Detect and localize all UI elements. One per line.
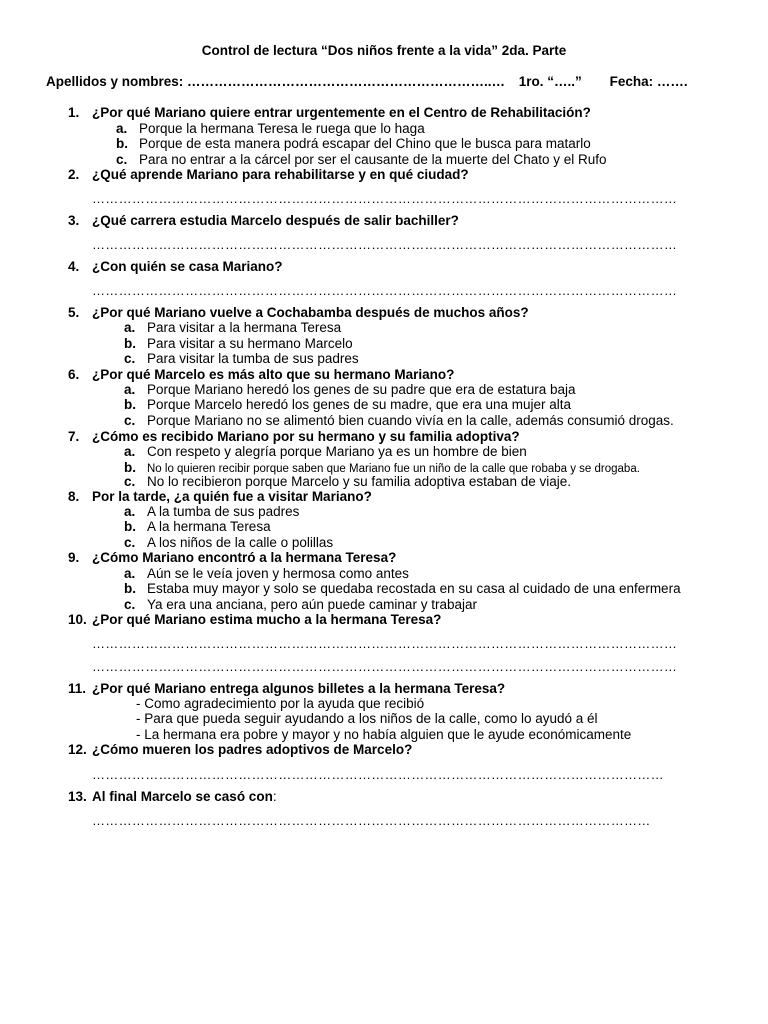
date-field[interactable]: Fecha: ……. [609,74,688,89]
question-8-option-b[interactable]: b. A la hermana Teresa [124,519,271,534]
question-5: 5. ¿Por qué Mariano vuelve a Cochabamba después de muchos años? [68,305,529,320]
question-1: 1. ¿Por qué Mariano quiere entrar urgentemente en el Centro de Rehabilitación? [68,105,591,120]
question-11-option-3[interactable]: - La hermana era pobre y mayor y no había alguien que le ayude económicamente [136,727,632,742]
question-10: 10. ¿Por qué Mariano estima mucho a la hermana Teresa? [68,612,442,627]
question-3: 3. ¿Qué carrera estudia Marcelo después de salir bachiller? [68,213,459,228]
answer-line-3[interactable]: …………………………………………………………………………………………………………………… [92,237,678,252]
question-11: 11. ¿Por qué Mariano entrega algunos billetes a la hermana Teresa? [68,681,506,696]
question-1-option-a[interactable]: a. Porque la hermana Teresa le ruega que lo haga [116,121,425,136]
question-4: 4. ¿Con quién se casa Mariano? [68,259,283,274]
question-13: 13. Al final Marcelo se casó con: [68,789,277,804]
question-5-option-a[interactable]: a. Para visitar a la hermana Teresa [124,320,342,335]
question-8: 8. Por la tarde, ¿a quién fue a visitar Mariano? [68,489,372,504]
question-5-option-b[interactable]: b. Para visitar a su hermano Marcelo [124,336,353,351]
question-6: 6. ¿Por qué Marcelo es más alto que su hermano Mariano? [68,367,455,382]
question-9-option-b[interactable]: b. Estaba muy mayor y solo se quedaba recostada en su casa al cuidado de una enfermera [124,581,681,596]
answer-line-13[interactable]: ……………………………………………………………………………………………………………… [92,813,651,828]
name-field[interactable]: Apellidos y nombres: …………………………………………………………..… [46,74,506,89]
question-1-option-c[interactable]: c. Para no entrar a la cárcel por ser el causante de la muerte del Chato y el Rufo [116,152,607,167]
course-field[interactable]: 1ro. “…..” [518,74,582,89]
question-8-option-a[interactable]: a. A la tumba de sus padres [124,504,300,519]
question-11-option-2[interactable]: - Para que pueda seguir ayudando a los niños de la calle, como lo ayudó a él [136,711,598,726]
question-6-option-b[interactable]: b. Porque Marcelo heredó los genes de su madre, que era una mujer alta [124,397,572,412]
answer-line-10a[interactable]: …………………………………………………………………………………………………………………… [92,636,678,651]
question-7: 7. ¿Cómo es recibido Mariano por su hermano y su familia adoptiva? [68,429,520,444]
answer-line-4[interactable]: …………………………………………………………………………………………………………………… [92,283,678,298]
question-7-option-b[interactable]: b. No lo quieren recibir porque saben que Mariano fue un niño de la calle que robaba y se drogaba. [124,460,640,475]
answer-line-12[interactable]: ………………………………………………………………………………………………………………… [92,767,664,782]
question-1-option-b[interactable]: b. Porque de esta manera podrá escapar del Chino que le busca para matarlo [116,136,591,151]
question-5-option-c[interactable]: c. Para visitar la tumba de sus padres [124,351,359,366]
answer-line-10b[interactable]: …………………………………………………………………………………………………………………… [92,659,678,674]
question-12: 12. ¿Cómo mueren los padres adoptivos de Marcelo? [68,742,413,757]
question-2: 2. ¿Qué aprende Mariano para rehabilitarse y en qué ciudad? [68,167,469,182]
question-9-option-a[interactable]: a. Aún se le veía joven y hermosa como antes [124,566,409,581]
question-6-option-c[interactable]: c. Porque Mariano no se alimentó bien cuando vivía en la calle, además consumió drogas. [124,413,674,428]
document-title: Control de lectura “Dos niños frente a la vida” 2da. Parte [201,43,567,58]
question-8-option-c[interactable]: c. A los niños de la calle o polillas [124,535,334,550]
question-9: 9. ¿Cómo Mariano encontró a la hermana Teresa? [68,550,397,565]
question-6-option-a[interactable]: a. Porque Mariano heredó los genes de su padre que era de estatura baja [124,382,576,397]
question-7-option-a[interactable]: a. Con respeto y alegría porque Mariano ya es un hombre de bien [124,444,527,459]
question-11-option-1[interactable]: - Como agradecimiento por la ayuda que recibió [136,696,425,711]
student-header [46,74,726,89]
question-7-option-c[interactable]: c. No lo recibieron porque Marcelo y su familia adoptiva estaban de viaje. [124,474,571,489]
question-9-option-c[interactable]: c. Ya era una anciana, pero aún puede caminar y trabajar [124,597,477,612]
answer-line-2[interactable]: …………………………………………………………………………………………………………………… [92,191,678,206]
